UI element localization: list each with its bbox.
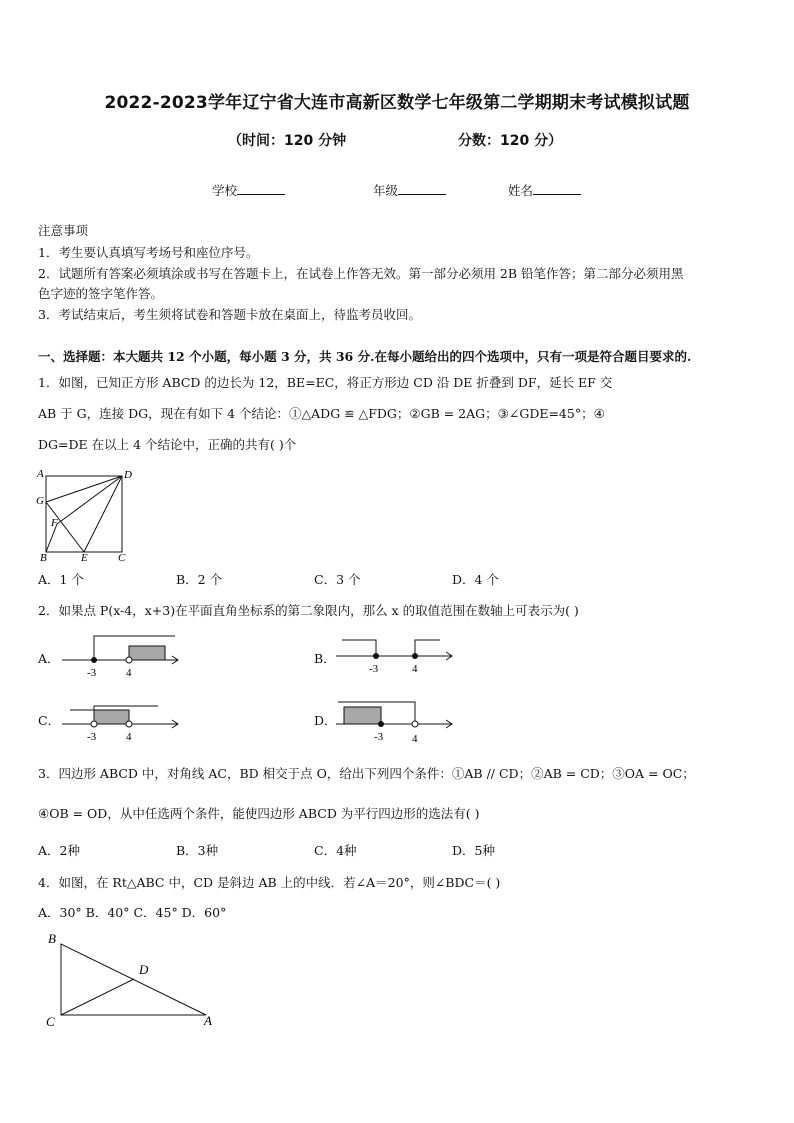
tick-label: -3 xyxy=(369,663,379,675)
q2-option-a-label[interactable]: A． xyxy=(38,651,60,666)
q2-stem: 2．如果点 P(x-4，x+3)在平面直角坐标系的第二象限内，那么 x 的取值范围在数轴上可表示为( ) xyxy=(38,603,579,618)
q2-option-c-numberline[interactable] xyxy=(60,694,190,744)
q1-line2: AB 于 G，连接 DG，现在有如下 4 个结论：①△ADG ≌ △FDG；②GB = 2AG；③∠GDE=45°；④ xyxy=(38,406,605,421)
q1-option-b[interactable]: B．2 个 xyxy=(176,572,223,587)
page-title: 2022-2023学年辽宁省大连市高新区数学七年级第二学期期末考试模拟试题 xyxy=(104,93,690,113)
label-d: D xyxy=(124,469,132,481)
label-c: C xyxy=(46,1014,55,1029)
closed-dot xyxy=(373,653,379,659)
name-field xyxy=(508,181,581,199)
school-blank[interactable] xyxy=(237,182,285,195)
label-f: F xyxy=(51,517,58,529)
tick-label: -3 xyxy=(374,731,384,743)
notice-line: 色字迹的签字笔作答。 xyxy=(38,286,164,301)
q3-option-b[interactable]: B．3种 xyxy=(176,843,219,858)
open-dot xyxy=(126,657,132,663)
open-dot xyxy=(412,721,418,727)
q3-line1: 3．四边形 ABCD 中，对角线 AC，BD 相交于点 O，给出下列四个条件：①AB // CD；②AB = CD；③OA = OC； xyxy=(38,766,695,781)
q1-line1: 1．如图，已知正方形 ABCD 的边长为 12，BE=EC，将正方形边 CD 沿 DE 折叠到 DF，延长 EF 交 xyxy=(38,375,613,390)
q3-option-a[interactable]: A．2种 xyxy=(38,843,80,858)
notice-line: 3．考试结束后，考生须将试卷和答题卡放在桌面上，待监考员收回。 xyxy=(38,307,421,322)
segment-cd xyxy=(61,979,134,1015)
q3-option-c[interactable]: C．4种 xyxy=(314,843,357,858)
open-dot xyxy=(126,721,132,727)
closed-dot xyxy=(378,721,384,727)
tick-label: -3 xyxy=(87,731,97,743)
q2-option-a-numberline[interactable] xyxy=(60,630,190,680)
q2-option-c-label[interactable]: C． xyxy=(38,713,61,728)
notice-line: 1．考生要认真填写考场号和座位序号。 xyxy=(38,245,259,260)
q1-option-a[interactable]: A．1 个 xyxy=(38,572,84,587)
q3-line2: ④OB = OD，从中任选两个条件，能使四边形 ABCD 为平行四边形的选法有( ) xyxy=(38,806,480,821)
square-abcd xyxy=(46,476,122,552)
open-dot xyxy=(91,721,97,727)
name-label: 姓名 xyxy=(508,183,534,198)
q2-option-b-numberline[interactable] xyxy=(334,630,464,680)
tick-label: 4 xyxy=(412,663,418,675)
q3-option-d[interactable]: D．5种 xyxy=(452,843,495,858)
label-b: B xyxy=(48,931,56,946)
tick-label: 4 xyxy=(126,667,132,679)
grade-label: 年级 xyxy=(373,183,399,198)
q2-option-d-label[interactable]: D． xyxy=(314,713,337,728)
label-c: C xyxy=(118,552,126,564)
q4-options[interactable]: A．30° B．40° C．45° D．60° xyxy=(38,905,227,920)
exam-time: （时间：120 分钟 xyxy=(228,133,347,149)
grade-field xyxy=(373,181,446,199)
notice-heading: 注意事项 xyxy=(38,223,89,238)
label-d: D xyxy=(139,962,149,977)
q2-option-d-numberline[interactable] xyxy=(334,694,464,744)
q4-figure-triangle xyxy=(40,928,230,1033)
q4-stem: 4．如图，在 Rt△ABC 中，CD 是斜边 AB 上的中线．若∠A＝20°，则∠BDC＝( ) xyxy=(38,875,501,890)
label-a: A xyxy=(204,1013,212,1028)
q1-figure-square xyxy=(30,464,140,564)
label-e: E xyxy=(81,552,88,564)
q2-option-b-label[interactable]: B． xyxy=(314,651,336,666)
school-label: 学校 xyxy=(212,183,238,198)
closed-dot xyxy=(412,653,418,659)
school-field xyxy=(212,181,285,199)
label-g: G xyxy=(36,495,44,507)
tick-label: -3 xyxy=(87,667,97,679)
name-blank[interactable] xyxy=(533,182,581,195)
notice-line: 2．试题所有答案必须填涂或书写在答题卡上，在试卷上作答无效。第一部分必须用 2B 铅笔作答；第二部分必须用黑 xyxy=(38,266,684,281)
grade-blank[interactable] xyxy=(398,182,446,195)
tick-label: 4 xyxy=(412,733,418,744)
q1-option-d[interactable]: D．4 个 xyxy=(452,572,499,587)
q1-line3: DG=DE 在以上 4 个结论中，正确的共有( )个 xyxy=(38,437,297,452)
q1-option-c[interactable]: C．3 个 xyxy=(314,572,361,587)
label-a: A xyxy=(37,468,44,480)
label-b: B xyxy=(40,552,47,564)
segment-df xyxy=(57,476,122,524)
exam-score: 分数：120 分） xyxy=(458,133,563,149)
tick-label: 4 xyxy=(126,731,132,743)
section-heading: 一、选择题：本大题共 12 个小题，每小题 3 分，共 36 分.在每小题给出的四个选项中，只有一项是符合题目要求的. xyxy=(38,349,692,364)
closed-dot xyxy=(91,657,97,663)
